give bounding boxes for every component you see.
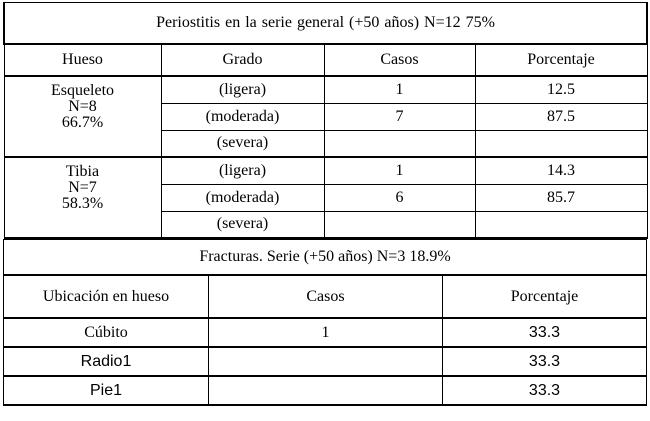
porcentaje-cell: 85.7 bbox=[475, 184, 647, 211]
fracturas-title bbox=[4, 240, 647, 276]
header-ubicacion: Ubicación en hueso bbox=[4, 275, 209, 318]
header-casos: Casos bbox=[209, 275, 443, 318]
porcentaje-cell: 12.5 bbox=[475, 76, 647, 103]
porcentaje-cell bbox=[475, 211, 647, 238]
grado-cell: (moderada) bbox=[161, 184, 324, 211]
ubicacion-cell: Pie1 bbox=[4, 376, 209, 405]
casos-cell: 1 bbox=[324, 76, 475, 103]
grado-cell: (ligera) bbox=[161, 76, 324, 103]
tables-container bbox=[3, 2, 646, 406]
casos-cell: 1 bbox=[209, 318, 443, 347]
casos-cell bbox=[209, 376, 443, 405]
fracturas-table bbox=[3, 239, 647, 406]
porcentaje-cell: 33.3 bbox=[443, 376, 647, 405]
casos-cell bbox=[324, 211, 475, 238]
porcentaje-cell: 33.3 bbox=[443, 318, 647, 347]
periostitis-table bbox=[3, 2, 648, 239]
grado-cell: (severa) bbox=[161, 211, 324, 238]
bone-n: N=8 bbox=[68, 98, 97, 115]
ubicacion-cell: Radio1 bbox=[4, 347, 209, 376]
porcentaje-cell: 33.3 bbox=[443, 347, 647, 376]
ubicacion-cell: Cúbito bbox=[4, 318, 209, 347]
casos-cell bbox=[209, 347, 443, 376]
porcentaje-cell bbox=[475, 130, 647, 157]
casos-cell: 1 bbox=[324, 157, 475, 184]
header-porcentaje: Porcentaje bbox=[475, 44, 647, 76]
header-hueso: Hueso bbox=[4, 44, 161, 76]
grado-cell: (severa) bbox=[161, 130, 324, 157]
porcentaje-cell: 87.5 bbox=[475, 103, 647, 130]
header-grado: Grado bbox=[161, 44, 324, 76]
periostitis-title-text: Periostitis en la serie general (+50 años) N=12 75% bbox=[156, 14, 495, 31]
grado-cell: (moderada) bbox=[161, 103, 324, 130]
bone-pct: 58.3% bbox=[61, 195, 104, 212]
grado-cell: (ligera) bbox=[161, 157, 324, 184]
header-porcentaje: Porcentaje bbox=[443, 275, 647, 318]
header-casos: Casos bbox=[324, 44, 475, 76]
casos-cell bbox=[324, 130, 475, 157]
bone-cell-esqueleto bbox=[4, 76, 161, 157]
bone-cell-tibia bbox=[4, 157, 161, 238]
casos-cell: 7 bbox=[324, 103, 475, 130]
bone-pct: 66.7% bbox=[61, 114, 104, 131]
bone-name: Esqueleto bbox=[50, 82, 115, 99]
porcentaje-cell: 14.3 bbox=[475, 157, 647, 184]
casos-cell: 6 bbox=[324, 184, 475, 211]
fracturas-title-text: Fracturas. Serie (+50 años) N=3 18.9% bbox=[199, 248, 451, 265]
bone-n: N=7 bbox=[68, 179, 97, 196]
bone-name: Tibia bbox=[65, 163, 100, 180]
periostitis-title bbox=[4, 3, 647, 45]
